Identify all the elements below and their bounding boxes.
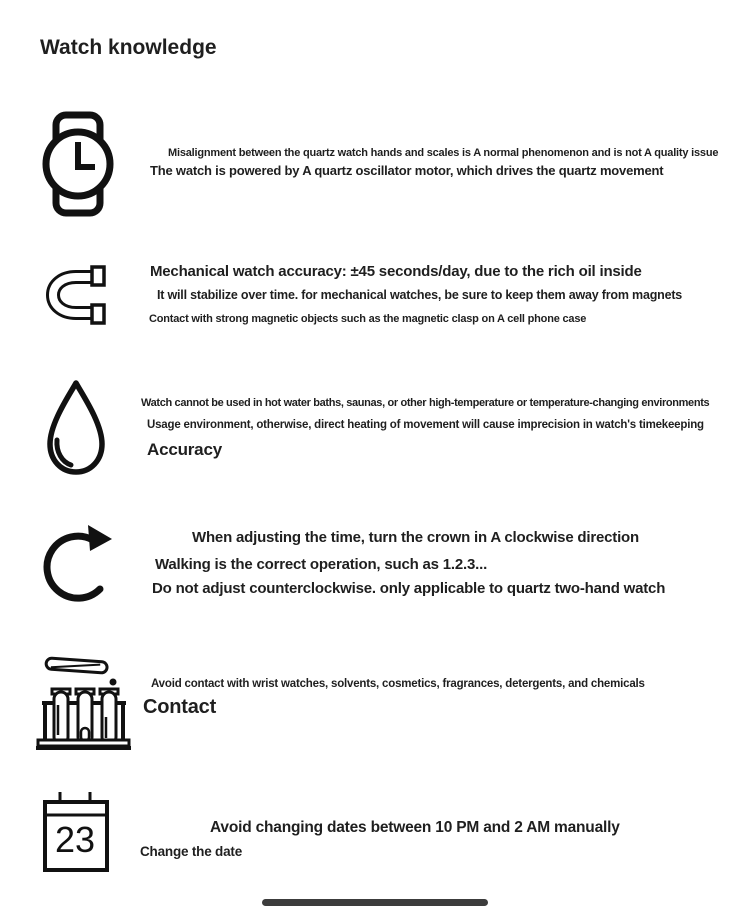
contact-heading: Contact bbox=[143, 696, 217, 718]
home-indicator-bar bbox=[262, 899, 488, 906]
magnet-icon bbox=[42, 262, 108, 328]
date-change-heading: Change the date bbox=[140, 844, 243, 859]
temperature-usage-line: Usage environment, otherwise, direct heating of movement will cause imprecision in watch's timekeeping bbox=[147, 419, 704, 431]
calendar-day-number: 23 bbox=[55, 819, 96, 860]
calendar-icon bbox=[42, 790, 110, 874]
magnet-contact-line: Contact with strong magnetic objects such as the magnetic clasp on A cell phone case bbox=[149, 313, 587, 325]
crown-direction-line: When adjusting the time, turn the crown in A clockwise direction bbox=[192, 529, 639, 546]
quartz-main-line: The watch is powered by A quartz oscillator motor, which drives the quartz movement bbox=[150, 163, 664, 178]
page-title: Watch knowledge bbox=[40, 36, 217, 59]
test-tubes-icon bbox=[36, 645, 131, 750]
water-drop-icon bbox=[40, 378, 112, 478]
date-change-warning-line: Avoid changing dates between 10 PM and 2 AM manually bbox=[210, 819, 620, 836]
counterclockwise-warning-line: Do not adjust counterclockwise. only applicable to quartz two-hand watch bbox=[152, 580, 666, 597]
quartz-note-line: Misalignment between the quartz watch hands and scales is A normal phenomenon and is not A quality issue bbox=[168, 147, 719, 159]
magnet-accuracy-line: Mechanical watch accuracy: ±45 seconds/day, due to the rich oil inside bbox=[150, 263, 642, 280]
clockwise-arrow-icon bbox=[42, 512, 122, 612]
wristwatch-icon bbox=[40, 110, 116, 218]
magnet-stabilize-line: It will stabilize over time. for mechanical watches, be sure to keep them away from magnets bbox=[157, 288, 683, 302]
temperature-warning-line: Watch cannot be used in hot water baths, saunas, or other high-temperature or temperature-changing environments bbox=[141, 397, 710, 409]
accuracy-heading: Accuracy bbox=[147, 440, 222, 459]
walking-operation-line: Walking is the correct operation, such as 1.2.3... bbox=[155, 556, 488, 573]
chemicals-warning-line: Avoid contact with wrist watches, solvents, cosmetics, fragrances, detergents, and chemicals bbox=[151, 678, 645, 690]
